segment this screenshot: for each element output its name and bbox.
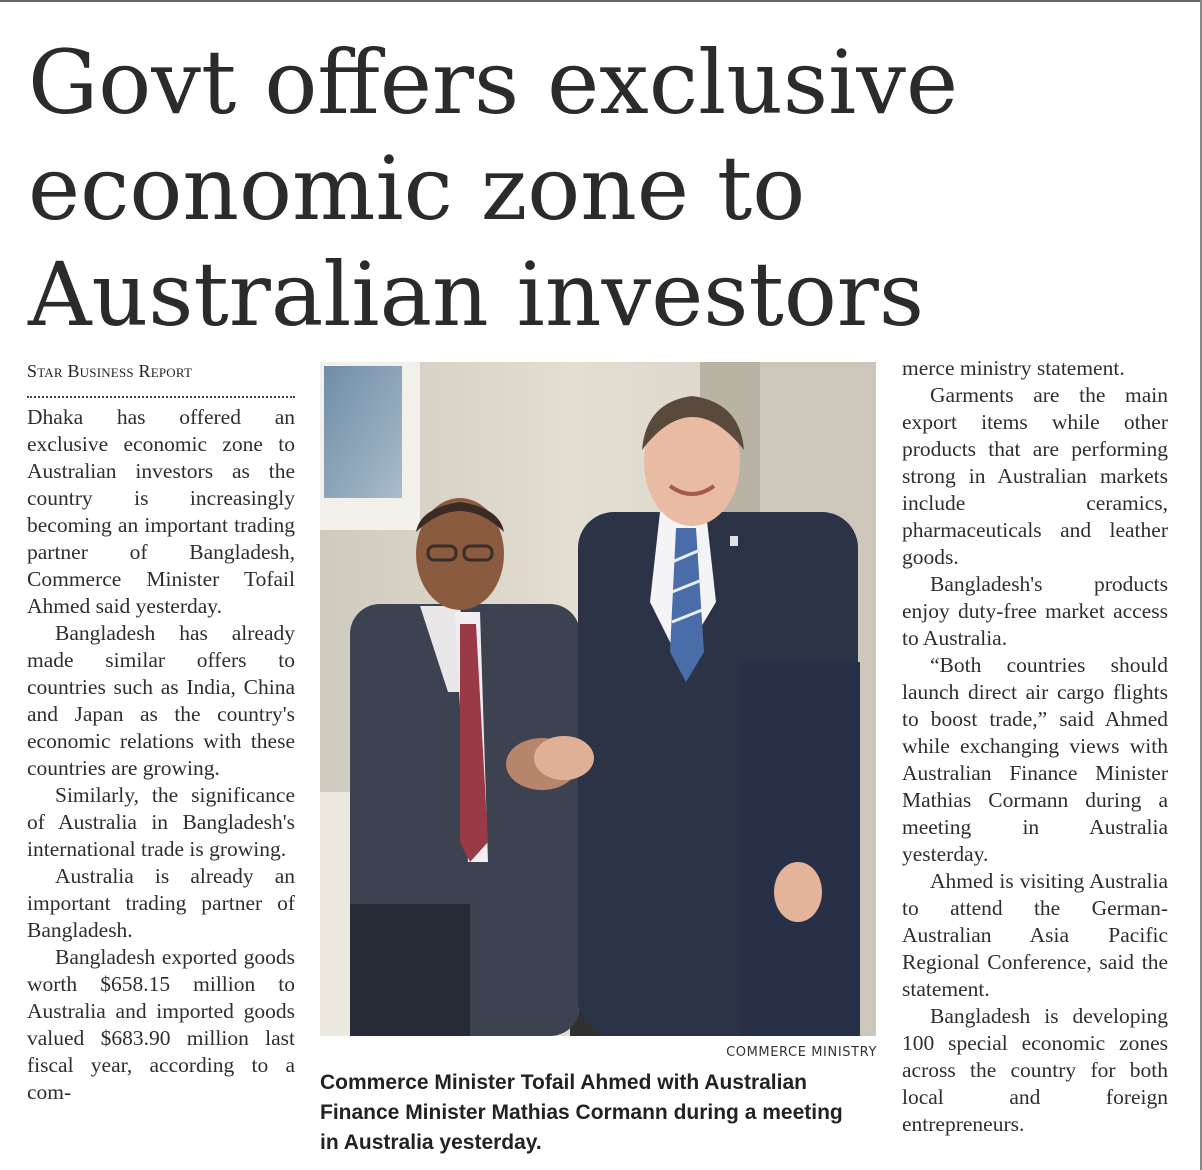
- caption-line: Finance Minister Mathias Cormann during a meeting: [320, 1101, 843, 1124]
- paragraph: “Both countries should launch direct air cargo flights to boost trade,” said Ahmed while exchanging views with Australian Finance Minister Mathias Cormann during a meeting in Australia yesterday.: [902, 653, 1168, 866]
- paragraph: Bangladesh exported goods worth $658.15 million to Australia and imported goods valued $683.90 million last fiscal year, according to a com-: [27, 945, 295, 1104]
- photo-caption: [320, 1068, 880, 1158]
- caption-line: in Australia yesterday.: [320, 1131, 542, 1154]
- paragraph: Australia is already an important trading partner of Bangladesh.: [27, 864, 295, 942]
- byline: Star Business Report: [27, 361, 193, 381]
- headline-line: economic zone to: [28, 137, 806, 240]
- left-column: [27, 360, 295, 1106]
- paragraph: Similarly, the significance of Australia in Bangladesh's international trade is growing.: [27, 783, 295, 861]
- paragraph: Dhaka has offered an exclusive economic zone to Australian investors as the country is increasingly becoming an important trading partner of Bangladesh, Commerce Minister Tofail Ahmed said yesterday.: [27, 405, 295, 618]
- top-rule: [0, 0, 1202, 2]
- right-column: [902, 355, 1168, 1138]
- dotted-divider: [27, 396, 295, 398]
- paragraph: Bangladesh has already made similar offers to countries such as India, China and Japan as the country's economic relations with these countries are growing.: [27, 621, 295, 780]
- headline-line: Govt offers exclusive: [28, 31, 959, 134]
- headline: [28, 30, 1168, 348]
- paragraph: Ahmed is visiting Australia to attend the German-Australian Asia Pacific Regional Conference, said the statement.: [902, 869, 1168, 1001]
- news-photo: [320, 362, 876, 1036]
- paragraph: Bangladesh's products enjoy duty-free market access to Australia.: [902, 572, 1168, 650]
- caption-line: Commerce Minister Tofail Ahmed with Australian: [320, 1071, 807, 1094]
- paragraph: Bangladesh is developing 100 special economic zones across the country for both local and foreign entrepreneurs.: [902, 1004, 1168, 1136]
- paragraph: Garments are the main export items while other products that are performing strong in Australian markets include ceramics, pharmaceuticals and leather goods.: [902, 383, 1168, 569]
- photo-credit: COMMERCE MINISTRY: [726, 1045, 877, 1060]
- headline-line: Australian investors: [28, 243, 925, 346]
- paragraph: merce ministry statement.: [902, 356, 1125, 380]
